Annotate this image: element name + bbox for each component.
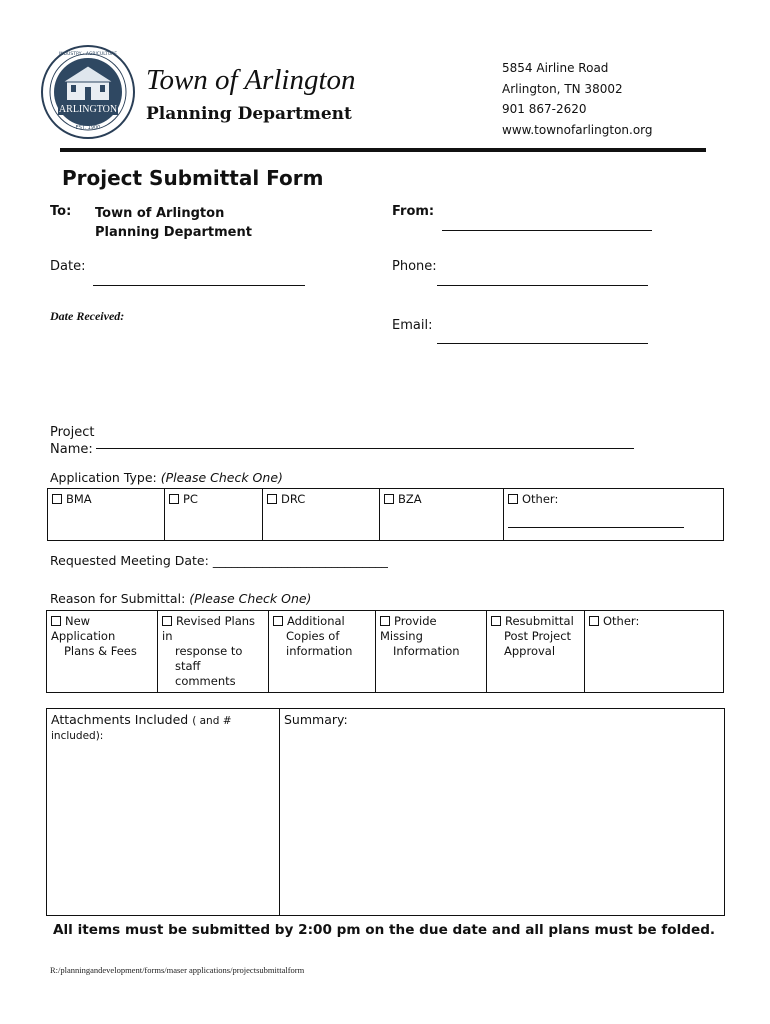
reason-line: Plans & Fees — [64, 644, 137, 658]
email-label: Email: — [392, 318, 433, 333]
date-field[interactable] — [93, 285, 305, 286]
address-website[interactable]: www.townofarlington.org — [502, 122, 653, 137]
reason-line: Information — [393, 644, 460, 658]
app-option-label: BZA — [398, 492, 422, 506]
checkbox-icon[interactable] — [162, 616, 172, 626]
app-option-bma[interactable] — [48, 489, 165, 541]
app-option-label: DRC — [281, 492, 306, 506]
checkbox-icon[interactable] — [491, 616, 501, 626]
project-name-field[interactable] — [96, 448, 634, 449]
submission-deadline-note: All items must be submitted by 2:00 pm on the due date and all plans must be folded. — [53, 922, 716, 938]
reason-line: response to staff — [175, 644, 243, 673]
date-label: Date: — [50, 259, 86, 274]
from-field[interactable] — [442, 230, 652, 231]
attachments-hint: ( and # included): — [51, 715, 232, 742]
town-name: Town of Arlington — [146, 64, 356, 96]
app-other-field[interactable] — [508, 527, 684, 528]
project-name-label-line-1: Project — [50, 425, 95, 440]
checkbox-icon[interactable] — [380, 616, 390, 626]
summary-label: Summary: — [284, 712, 348, 727]
to-line-1: Town of Arlington — [95, 206, 225, 221]
date-received-label: Date Received: — [50, 309, 125, 323]
reason-line: Provide Missing — [380, 614, 437, 643]
checkbox-icon[interactable] — [51, 616, 61, 626]
reason-line: information — [286, 644, 353, 658]
phone-label: Phone: — [392, 259, 437, 274]
form-title: Project Submittal Form — [62, 166, 324, 190]
checkbox-icon[interactable] — [273, 616, 283, 626]
checkbox-icon[interactable] — [267, 494, 277, 504]
app-option-other[interactable] — [504, 489, 724, 541]
reason-option-additional-copies[interactable] — [269, 611, 376, 693]
project-name-label-line-2: Name: — [50, 442, 93, 457]
application-type-table — [47, 488, 724, 541]
address-phone: 901 867-2620 — [502, 102, 587, 116]
application-type-label — [50, 470, 283, 485]
checkbox-icon[interactable] — [52, 494, 62, 504]
contact-address — [502, 58, 653, 140]
address-street: 5854 Airline Road — [502, 61, 609, 75]
reason-option-provide-missing[interactable] — [376, 611, 487, 693]
reason-line: Additional — [287, 614, 345, 628]
reason-line: Copies of — [286, 629, 340, 643]
svg-text:ARLINGTON: ARLINGTON — [58, 104, 118, 115]
to-recipient — [95, 204, 252, 242]
reason-option-new-application[interactable] — [47, 611, 158, 693]
app-option-pc[interactable] — [165, 489, 263, 541]
app-option-drc[interactable] — [263, 489, 380, 541]
town-seal-logo — [40, 44, 136, 140]
svg-text:INDUSTRY · AGRICULTURE: INDUSTRY · AGRICULTURE — [58, 52, 118, 57]
checkbox-icon[interactable] — [508, 494, 518, 504]
requested-meeting-field[interactable]: ____________________________ — [212, 553, 388, 568]
app-option-label: BMA — [66, 492, 92, 506]
attachments-box[interactable] — [46, 708, 280, 916]
reason-line: Approval — [504, 644, 556, 658]
reason-option-revised-plans[interactable] — [158, 611, 269, 693]
to-label: To: — [50, 204, 72, 219]
svg-text:EST. 1900: EST. 1900 — [75, 125, 101, 131]
reason-table — [46, 610, 724, 693]
project-name-label — [50, 424, 94, 458]
from-label: From: — [392, 204, 435, 219]
reason-line: Other: — [603, 614, 640, 628]
application-type-text: Application Type: — [50, 470, 161, 485]
reason-line: Post Project — [504, 629, 572, 643]
address-city: Arlington, TN 38002 — [502, 81, 623, 96]
app-option-bza[interactable] — [380, 489, 504, 541]
attachments-label — [47, 709, 279, 745]
app-option-label: Other: — [522, 492, 559, 506]
email-field[interactable] — [437, 343, 648, 344]
requested-meeting-date — [50, 553, 388, 568]
reason-hint: (Please Check One) — [189, 591, 312, 606]
to-line-2: Planning Department — [95, 225, 252, 240]
summary-box[interactable] — [279, 708, 725, 916]
attachments-text: Attachments Included — [51, 712, 189, 727]
file-path: R:/planningandevelopment/forms/maser applications/projectsubmittalform — [50, 965, 305, 975]
reason-line: comments — [175, 674, 236, 688]
reason-option-other[interactable] — [585, 611, 724, 693]
checkbox-icon[interactable] — [169, 494, 179, 504]
reason-option-resubmittal[interactable] — [487, 611, 585, 693]
reason-label — [50, 591, 311, 606]
reason-text: Reason for Submittal: — [50, 591, 190, 606]
checkbox-icon[interactable] — [384, 494, 394, 504]
requested-meeting-label: Requested Meeting Date: — [50, 553, 209, 568]
checkbox-icon[interactable] — [589, 616, 599, 626]
app-option-label: PC — [183, 492, 198, 506]
header-divider — [60, 148, 706, 152]
application-type-hint: (Please Check One) — [160, 470, 283, 485]
department-name: Planning Department — [146, 104, 352, 124]
reason-line: Revised Plans in — [162, 614, 256, 643]
reason-line: New Application — [51, 614, 116, 643]
phone-field[interactable] — [437, 285, 648, 286]
reason-line: Resubmittal — [505, 614, 574, 628]
